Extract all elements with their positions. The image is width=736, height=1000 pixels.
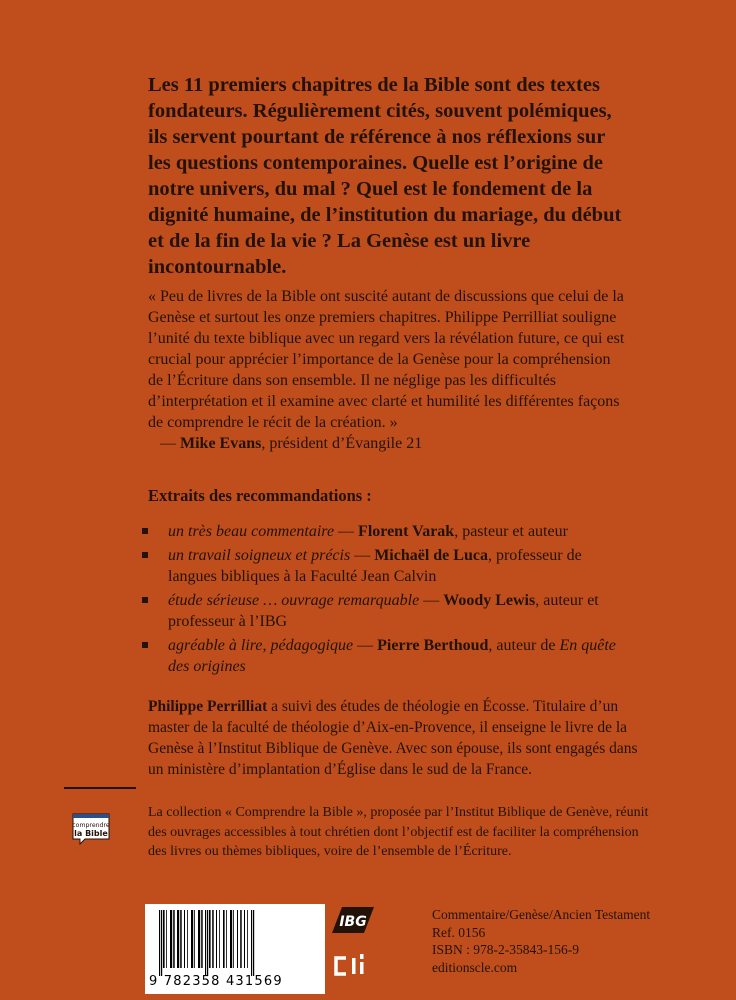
recommendation-quote: un très beau commentaire <box>168 523 335 540</box>
bullet-icon <box>142 552 148 558</box>
recommendation-role: , pasteur et auteur <box>454 523 568 540</box>
recommendation-quote: étude sérieuse … ouvrage remarquable <box>168 592 420 609</box>
barcode-bar <box>161 910 162 976</box>
ibg-logo <box>330 905 376 935</box>
recommendation-name: Pierre Berthoud <box>377 637 489 654</box>
barcode-bar <box>244 910 245 968</box>
barcode-bars <box>145 904 325 976</box>
quote-author-role: , président d’Évangile 21 <box>261 435 423 452</box>
logo-line2: la Bible <box>74 829 108 838</box>
barcode-bar <box>247 910 248 968</box>
barcode-bar <box>230 910 232 968</box>
barcode-bar <box>207 910 208 976</box>
recommendation-role: , professeur de langues bibliques à la Faculté Jean Calvin <box>168 547 582 585</box>
barcode-bar <box>159 910 160 976</box>
barcode-bar <box>194 910 195 968</box>
recommendation-book: En quête des origines <box>168 637 616 675</box>
barcode-bar <box>170 910 172 968</box>
recommendation-quote: un travail soigneux et précis <box>168 547 351 564</box>
bullet-icon <box>142 597 148 603</box>
collection-text: La collection « Comprendre la Bible », proposée par l’Institut Biblique de Genève, réunit des ouvrages accessibles à tout chrétien dont l’objectif est de faciliter la compréhension des livres ou thèmes bibliques, voire de l’ensemble de l’Écriture. <box>148 805 649 859</box>
barcode-bar <box>233 910 234 968</box>
recommendation-name: Florent Varak <box>358 523 455 540</box>
barcode <box>145 904 325 994</box>
barcode-bar <box>173 910 175 968</box>
ibg-logo-text: IBG <box>339 914 367 930</box>
logo-line1: comprendre <box>72 822 110 829</box>
recommendation-sep: — <box>419 592 444 609</box>
recommendation-item <box>148 545 628 587</box>
barcode-bar <box>201 910 203 968</box>
recommendations-heading: Extraits des recommandations : <box>148 486 372 505</box>
barcode-bar <box>180 910 182 968</box>
recommendation-sep: — <box>353 637 378 654</box>
recommendation-item <box>148 590 628 632</box>
recommendation-text <box>148 545 628 587</box>
publisher-website: editionscle.com <box>432 959 518 975</box>
lead-paragraph: Les 11 premiers chapitres de la Bible sont des textes fondateurs. Régulièrement cités, souvent polémiques, ils servent pourtant de référence à nos réflexions sur les questions contemporaines. Quelle est l’origine de notre univers, du mal ? Quel est le fondement de la dignité humaine, de l’institution du mariage, du début et de la fin de la vie ? La Genèse est un livre incontournable. <box>148 74 622 278</box>
quote-text: « Peu de livres de la Bible ont suscité autant de discussions que celui de la Genèse et surtout les onze premiers chapitres. Philippe Perrilliat souligne l’unité du texte biblique avec un regard vers la révélation future, ce qui est crucial pour apprécier l’importance de la Genèse pour la compréhension de l’Écriture dans son ensemble. Il ne néglige pas les difficultés d’interprétation et il examine avec clarté et humilité les différentes façons de comprendre le récit de la création. » <box>148 288 625 431</box>
recommendation-name: Woody Lewis <box>443 592 536 609</box>
barcode-bar <box>212 910 214 968</box>
barcode-bar <box>184 910 185 968</box>
barcode-bar <box>219 910 220 968</box>
book-category: Commentaire/Genèse/Ancien Testament <box>432 907 651 922</box>
recommendation-item <box>148 635 628 677</box>
recommendation-text <box>148 521 628 542</box>
recommendation-text <box>148 635 628 677</box>
barcode-digits: 9 782358 431569 <box>149 974 283 989</box>
quote-author: Mike Evans <box>180 435 262 452</box>
cle-logo <box>332 952 372 978</box>
barcode-bar <box>187 910 188 968</box>
barcode-bar <box>166 910 167 968</box>
barcode-bar <box>209 910 211 968</box>
recommendations-list <box>148 521 628 680</box>
bio-text: a suivi des études de théologie en Écosse. Titulaire d’un master de la faculté de théologie d’Aix-en-Provence, il enseigne le livre de la Genèse à l’Institut Biblique de Genève. Avec son épouse, ils sont engagés dans un ministère d’implantation d’Église dans le sud de la France. <box>148 698 638 778</box>
bullet-icon <box>142 528 148 534</box>
quote-dash: — <box>160 435 180 452</box>
barcode-bar <box>253 910 254 976</box>
book-metadata <box>432 906 692 976</box>
barcode-bar <box>226 910 227 968</box>
barcode-bar <box>177 910 179 968</box>
bio-name: Philippe Perrilliat <box>148 698 268 715</box>
barcode-bar <box>216 910 217 968</box>
book-isbn: ISBN : 978-2-35843-156-9 <box>432 942 579 957</box>
barcode-bar <box>223 910 225 968</box>
recommendation-role: , auteur et professeur à l’IBG <box>168 592 599 630</box>
barcode-bar <box>240 910 242 968</box>
recommendation-quote: agréable à lire, pédagogique <box>168 637 354 654</box>
barcode-bar <box>205 910 206 976</box>
bullet-icon <box>142 642 148 648</box>
recommendation-text <box>148 590 628 632</box>
recommendation-sep: — <box>350 547 375 564</box>
barcode-bar <box>251 910 252 976</box>
barcode-bar <box>198 910 200 968</box>
comprendre-la-bible-logo <box>72 812 110 846</box>
barcode-bar <box>237 910 238 968</box>
recommendation-role: , auteur de <box>488 637 560 654</box>
endorsement-quote <box>148 286 628 454</box>
book-ref: Ref. 0156 <box>432 924 486 940</box>
quote-attribution <box>148 435 422 452</box>
author-bio <box>148 696 638 780</box>
barcode-bar <box>191 910 193 968</box>
barcode-bar <box>163 910 165 968</box>
recommendation-name: Michaël de Luca <box>374 547 488 564</box>
recommendation-sep: — <box>334 523 359 540</box>
divider <box>64 787 136 789</box>
recommendation-item <box>148 521 628 542</box>
